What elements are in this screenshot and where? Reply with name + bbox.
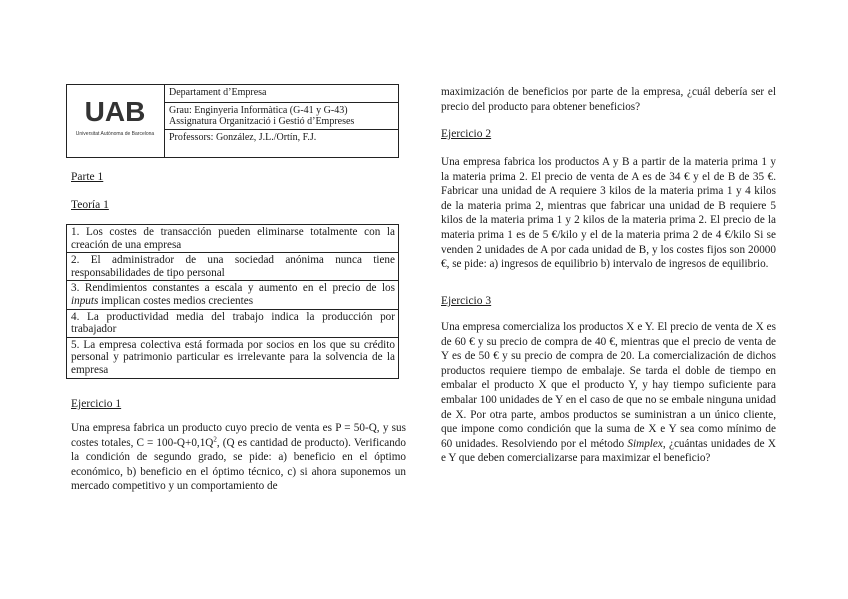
theory-heading: Teoría 1 <box>71 199 109 211</box>
logo-caption: Universitat Autònoma de Barcelona <box>75 131 155 137</box>
exercise2-text: Una empresa fabrica los productos A y B a partir de la materia prima 1 y la materia prima 2. El precio de venta de A es de 34 € y el de B de 35 €. Fabricar una unidad de A requiere 3 kilos de la materia prima 1 y 4 kilos de la materia prima 2, mientras que fabricar una unidad de B requiere 5 kilos de la materia prima 1 y 2 kilos de la materia prima 2. El precio de la materia prima 1 es de 5 €/kilo y el de la materia prima 2 de 4 €/kilo Si se venden 2 unidades de A por cada unidad de B, y los costes fijos son 20000 €, se pide: a) ingresos de equilibrio b) intervalo de ingresos de equilibrio. <box>441 156 776 271</box>
part-heading: Parte 1 <box>71 171 104 183</box>
header-info <box>164 85 398 157</box>
theory-table <box>66 224 399 379</box>
theory-item: 3. Rendimientos constantes a escala y aumento en el precio de los inputs implican costes medios crecientes <box>67 281 398 309</box>
exercise3-text: Una empresa comercializa los productos X e Y. El precio de venta de X es de 60 € y su precio de compra de 40 €, mientras que el precio de venta de Y es de 50 € y su precio de compra de 20. La comercialización de dichos productos requiere tiempo de embalaje. Se tarda el doble de tiempo en embalar el producto X que el producto Y, y hay tiempo suficiente para embalar 100 unidades de Y en el caso de que no se embale ninguna unidad de X. Por otra parte, ambos productos se suministran a un único cliente, que impone como condición que la suma de X e Y sea como mínimo de 60 unidades. Resolviendo por el método Simplex, ¿cuántas unidades de X e Y que deben comercializarse para maximizar el beneficio? <box>441 321 776 465</box>
exercise1-text: Una empresa fabrica un producto cuyo precio de venta es P = 50-Q, y sus costes totales, $C = 100-Q+0,1Q^2$, (Q es cantidad de producto). Verificando la condición de segundo grado, se pide: a) beneficio en el óptimo económico, b) beneficio en el óptimo técnico, c) si ahora suponemos un mercado competitivo y un comportamiento de <box>71 422 406 493</box>
subject-label: Assignatura Organització i Gestió d’Empreses <box>164 116 398 130</box>
exercise1-text-continued: maximización de beneficios por parte de la empresa, ¿cuál debería ser el precio del producto para obtener beneficios? <box>441 86 776 113</box>
exercise2-heading: Ejercicio 2 <box>441 128 492 140</box>
logo-mark: UAB <box>84 96 146 127</box>
department-label: Departament d’Empresa <box>164 85 398 103</box>
theory-item: 1. Los costes de transacción pueden eliminarse totalmente con la creación de una empresa <box>67 225 398 253</box>
degree-label: Grau: Enginyeria Informàtica (G-41 y G-43) <box>169 105 348 116</box>
theory-item: 4. La productividad media del trabajo indica la producción por trabajador <box>67 310 398 338</box>
university-logo <box>67 85 164 157</box>
header-table <box>66 84 399 158</box>
exercise1-heading: Ejercicio 1 <box>71 398 122 410</box>
exercise3-heading: Ejercicio 3 <box>441 295 492 307</box>
logo-cell <box>67 85 165 157</box>
theory-item: 5. La empresa colectiva está formada por socios en los que su crédito personal y patrimonio particular es irrelevante para la solvencia de la empresa <box>71 338 395 376</box>
professors-label: Professors: González, J.L./Ortín, F.J. <box>169 132 317 143</box>
theory-item: 2. El administrador de una sociedad anónima nunca tiene responsabilidades de tipo personal <box>67 253 398 281</box>
